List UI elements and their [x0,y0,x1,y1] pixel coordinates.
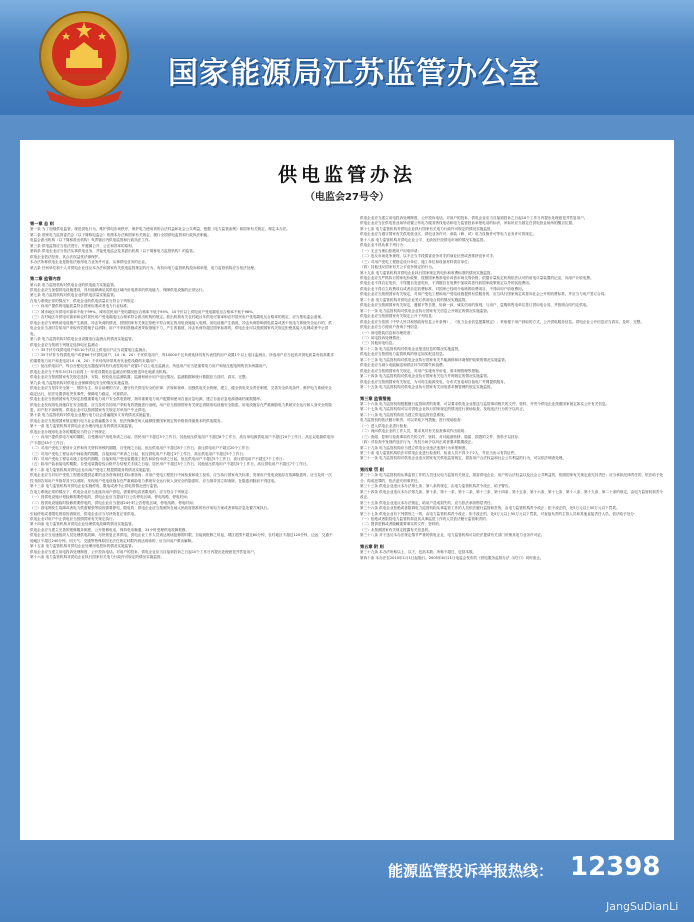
article-paragraph: 第十条 电力监管机构对供电企业履行电力社会普遍服务义务的情况实施监管。 [30,413,154,418]
article-paragraph: 第三十三条 供电企业违反本办法第七条、第八条的规定，由电力监管机构责令改正，给予警告。 [360,484,513,489]
article-paragraph: 第十八条 电力监管机构对供电企业公平、无歧视开放供电市场的情况实施监管。 [360,237,487,242]
article-paragraph: （三）其他用电信息。 [360,341,396,346]
article-paragraph: 第五条 任何单位和个人对供电企业违反本办法和国家有关供电监管规定的行为，有权向电力监管机构投诉和举报，电力监管机构应当依法处理。 [30,265,258,270]
article-paragraph: （三）低压供电用户，每百台配电变压器选择具有代表性的用户设置1个以上电压监测点，所选用户应当是重要电力用户和低压配电网的首末两端用户。 [30,364,270,369]
article-paragraph: （三）农村地区年供电可靠率和农村居民用户受电端电压合格率符合派出机构的规定。派出机构有关农村地区年供电可靠率和农村居民用户受电端电压合格率的规定，应当报电监会备案。 [30,315,325,320]
article-paragraph: 第十四条 电力监管机构对供电企业处理供电故障的情况实施监管。 [30,522,136,527]
article-paragraph: 供电企业应当建立完善的报修服务制度，公开报修电话，保持电话畅通，24小时受理供电故障报修。 [30,527,190,532]
article-paragraph: 第十五条 电力监管机构对供电企业处理用电投诉的情况实施监管。 [30,544,136,549]
article-paragraph: 供电企业应当坚持安全第一、预防为主、综合治理的方针，遵守有关供电安全的法律、法规和规章，加强供电安全管理，建立、健全供电安全责任制度，完善安全供电条件，维护电力系统安全稳定运行，依法处置供电突发事件，保障电力稳定、可靠供应。 [30,386,332,396]
article-paragraph: 第一条 为了加强供电监管，规范供电行为，维护供电市场秩序，保护电力使用者的合法权益和社会公共利益，根据《电力监管条例》和国家有关规定，制定本办法。 [30,227,290,232]
article-paragraph: 第二条 国家电力监管委员会（以下简称电监会）依照本办法和国家有关规定，履行全国供电监管和行政执法职能。 [30,232,211,237]
article-paragraph: 第二十三条 电力监管机构对供电企业执行国家有关节能减排和环境保护政策的情况实施监管。 [360,357,509,362]
article-paragraph: 供电企业发现用电设施存在安全隐患，应当及时告知用户采取有效措施进行治理。用户应当按照国家有关规定消除用电设施安全隐患。用电设施存在严重威胁电力系统安全运行和人身安全的隐患，用户拒不治理的，供电企业可以按照国家有关规定对该用户中止供电。 [30,402,332,412]
article-paragraph: 供电企业应当迅速组织人员处理供电故障，尽快恢复正常供电。供电企业工作人员到达现场抢修的时限，自接到报修之时起，城区范围不超过60分钟，农村地区不超过120分钟，边远、交通不便地区不超过240分钟。因天气、交通等特殊原因无法在规定时限内到达现场的，应当向用户做出解释。 [30,533,333,543]
article-paragraph: （四）对检查中发现的违法行为，有权当场予以纠正或者要求限期改正。 [360,440,475,445]
article-paragraph: 第七条 电力监管机构对供电企业的供电质量实施监管。 [30,293,118,298]
article-paragraph: 第三十四条 供电企业违反本办法第九条、第十条、第十一条、第十二条、第十三条、第十四条、第十五条、第十六条、第十七条、第十八条、第十九条、第二十条的规定，由电力监管机构责令改正。 [360,489,664,500]
article-paragraph: （二）城市地区年供电可靠率不低于99%，城市居民用户受电端电压合格率不低于95%，10千伏以上供电用户受电端电压合格率不低于98%； [30,309,257,314]
article-paragraph: 第二十八条 电力监管机构应当建立供电监管信息系统。 [360,412,448,417]
chapter-heading: 第三章 监管措施 [360,395,391,401]
article-paragraph: （一）进入供电企业进行检查； [360,423,411,428]
document-title: 供电监管办法 [277,164,416,186]
article-paragraph: 第三十六条 供电企业拒绝或者阻碍电力监管机构从事监管工作的人员依法履行监管职责的，由电力监管机构责令改正；拒不改正的，处5万元以上50万元以下罚款。 [360,506,620,511]
article-paragraph: 第二十四条 电力监管机构对供电企业执行国家有关电力并网规定的情况实施监管。 [360,374,491,379]
article-paragraph: （五）给用户装表接电的期限，自受电装置检验合格并办结相关手续之日起，居民用户不超过3个工作日，其他低压供电用户不超过5个工作日，高压供电用户不超过7个工作日。 [30,462,310,467]
article-paragraph: 供电企业对用户中止供电应当按照国家有关规定执行。 [30,517,117,522]
article-paragraph: 第二十五条 电力监管机构对供电企业执行国家有关用电需求侧管理的规定实施监管。 [360,385,495,390]
article-paragraph: （二）对用户受电工程设计文件和有关资料审核的期限，自受理之日起，低压供电用户不超过8个工作日，高压供电用户不超过20个工作日； [30,446,253,451]
article-paragraph: （三）未按照国家有关规定披露有关信息的。 [360,527,432,532]
article-paragraph: 在电力系统正常的情况下，供电企业应当连续向用户供电。需要停电或者限电的，应当符合下列规定： [30,489,192,494]
national-emblem-icon [36,8,132,108]
article-paragraph: （一）拒绝或者阻挠电力监管机构及其从事监管工作的人员依法履行监管职责的； [360,517,490,522]
article-paragraph: （二）询问供电企业的工作人员，要求其对有关检查事项作出说明； [360,429,468,434]
article-paragraph: 第三十二条 电力监管机构从事监管工作的人员违反电力监管有关规定，损害供电企业、用户的合法权益以及社会公共利益的，依照国家有关规定追究其责任；应当承担纪律责任的，依法给予处分；构成犯罪的，依法追究刑事责任。 [360,473,664,483]
article-paragraph: 供电企业不得自立收费项目或者自定收费标准，对国家已经明令取缔的收费项目，不得向用户收取费用。 [360,286,526,291]
article-paragraph: 第二十九条 电力监管机构应当建立供电企业违法违规行为举报制度。 [360,445,469,450]
hotline-number: 12398 [570,852,661,882]
article-paragraph: （一）用电报装信息和办理进度； [360,330,414,335]
left-text-column [30,216,335,836]
watermark-text: JangSuDianLi [606,900,679,913]
article-paragraph: （三）对用户受电工程启动中间检查的期限，自接到用户申请之日起，低压供电用户不超过3个工作日，高压供电用户不超过5个工作日； [30,451,247,456]
article-paragraph: 第二十二条 电力监管机构对供电企业报送信息的情况实施监管。 [360,346,462,351]
article-paragraph: 第十二条 电力监管机构对供电企业向用户受电工程提供服务的情况实施监管。 [30,467,154,472]
article-paragraph: 供电企业应当按照下列规定选择电压监测点： [30,342,102,347]
article-paragraph: 供电企业依法经营，其合法权益受法律保护。 [30,254,102,259]
article-paragraph: （一）向用户提供的电能质量符合国家标准或者电力行业标准； [30,304,131,309]
article-paragraph: 电力监管机构依法履行职责，可以采取下列措施，进行现场检查： [360,418,465,423]
article-paragraph: （二）35千伏非专线供电用户或者66千伏供电用户、10（6、20）千伏供电用户，每10000千瓦负荷选择具有代表性的用户设置1个以上电压监测点，所选用户应当包括对供电质量有较高要求的重要电力用户和变电站10（6、20）千伏母线所带具有代表性线路的末端用户； [30,353,334,363]
article-paragraph: 供电企业应当建立用电投诉处理制度，公开投诉电话。对用户的投诉，供电企业应当自接到投诉之日起10个工作日内提出处理意见并答复用户。 [30,549,258,554]
article-paragraph: 第三十五条 供电企业违反本办法规定，给用户造成损失的，应当依法承担赔偿责任。 [360,500,495,505]
article-paragraph: 第九条 电力监管机构对供电企业保障供电安全的情况实施监管。 [30,380,132,385]
article-paragraph: （三）查阅、复制与检查事项有关的文件、资料，对可能被转移、隐匿、损毁的文件、资料予以封存； [360,434,522,439]
article-paragraph: （一）无正当理由拒绝用户用电申请； [360,248,422,253]
chapter-heading: 第二章 监管内容 [30,276,61,282]
article-paragraph: 供电企业应当按照国家有关规定，为可再生能源发电、分布式发电和自备电厂并网提供服务。 [360,379,508,384]
article-paragraph: （一）因供电设施计划检修需要停电的，供电企业应当提前7日公告停电区域、停电线路、停电时间； [30,495,191,500]
article-paragraph: 第四十条 本办法自2010年1月1日起施行。2005年6月21日电监会发布的《供电服务监管办法（试行）》同时废止。 [360,555,544,560]
article-paragraph: （一）35千伏专线供电用户和110千伏以上供电用户应当设置电压监测点； [30,347,150,352]
article-paragraph: 供电企业应当按照国家有关规定加强重要电力用户安全供电管理，指导重要电力用户配置和使用自备应急电源，建立自备应急电源基础档案数据库。 [30,397,264,402]
article-paragraph: （四）其他违反国家有关公平竞争规定的行为。 [360,265,436,270]
article-paragraph: 第三十条 电力监管机构依法对供电企业进行检查时，检查人员不得少于2人，并应当出示有效证件。 [360,451,518,456]
article-paragraph: 第十七条 电力监管机构对供电企业执行国家有关电力行政许可规定的情况实施监管。 [360,226,495,231]
article-paragraph: 供电企业应当依照《中华人民共和国政府信息公开条例》、《电力企业信息披露规定》，采取便于用户获取的方式，公开供电服务信息。供电企业公开信息应当真实、及时、完整。 [360,319,644,324]
article-paragraph: 第二十条 电力监管机构对供电企业签订供用电合同的情况实施监管。 [360,297,469,302]
article-paragraph: 第四条 供电企业应当依法从事供电业务，并接受电监会及其派出机构（以下简称电力监管机构）的监管。 [30,249,197,254]
article-paragraph: （三）对用户受电工程指定设计单位、施工单位和设备材料供应单位； [360,259,472,264]
article-paragraph: 供电企业应当加强供电设施建设，具有能够满足其供电区域内用电需求的供电能力，保障供电设施的正常运行。 [30,287,207,292]
document-subtitle: （电监会27号令） [305,192,389,203]
article-paragraph: （二）用电投诉处理情况； [360,335,404,340]
article-paragraph: 第十三条 电力监管机构对供电企业实施停电、限电或者中止供电的情况进行监管。 [30,484,161,489]
article-paragraph: 第三十一条 电力监管机构对供电企业违反国家有关供电监管规定，损害用户合法权益和社会公共利益的行为，可以依法调查处理。 [360,456,566,461]
article-paragraph: 供电企业应当严格执行国家电价政策，按照国家核准电价或者市场交易价格，依据计量检定机构依法认可的用电计量装置的记录，向用户计收电费。 [360,275,594,280]
article-paragraph: 供电企业应当按照国家有关规定选择、安装、校验电压监测装置，监测和统计用户电压情况。监测数据和统计数据应当及时、真实、完整。 [30,375,250,380]
article-paragraph: （二）违反市场竞争规则，以不正当手段损害竞争对手的商业信誉或者排挤竞争对手； [360,254,497,259]
article-paragraph: 供电企业应当方便用户查询下列信息： [360,325,422,330]
article-paragraph: 第十六条 电力监管机构对供电企业执行国家有关电力行政许可规定的情况实施监管。 [30,555,165,560]
article-paragraph: 供电企业应当按照电力监管机构的规定如实报送信息。 [360,352,447,357]
article-paragraph: 第三条 供电监管应当依法进行，并遵循公开、公正和效率的原则。 [30,243,136,248]
header-banner [0,0,694,115]
footer-bar [0,840,694,922]
article-paragraph: 第三十七条 供电企业有下列情形之一的，由电力监管机构责令改正；拒不改正的，处5万元以上50万元以下罚款，对直接负责的主管人员和其他直接责任人员，依法给予处分： [360,511,638,516]
article-paragraph: 供电企业应当减少电能输送和供应环节的损失和浪费。 [360,363,447,368]
article-paragraph: （一）向用户提供供电方案的期限，自受理用户用电申请之日起，居民用户不超过3个工作日，其他低压供电用户不超过8个工作日，高压单电源供电用户不超过20个工作日，高压双电源供电用户不超过45个工作日； [30,435,334,445]
article-paragraph: 第十九条 电力监管机构对供电企业执行国家规定的电价和收费标准的情况实施监管。 [360,270,495,275]
article-paragraph: 供电企业不得从事下列行为： [360,243,407,248]
article-paragraph: 供电企业应当按照国家有关规定公开下列信息： [360,314,436,319]
article-paragraph: 供电企业应当按照国家规定履行电力社会普遍服务义务，依法保障任何人能够按照国家规定的价格获得最基本的供电服务。 [30,418,225,423]
article-paragraph: 供电企业应当遵守国家有关供电营业区、供电业务许可、承装（修、试）电力设施许可等电力业务许可的规定。 [360,232,537,237]
chapter-heading: 第四章 罚 则 [360,466,384,472]
article-paragraph: （三）因电网发生故障或者电力供需紧张等原因需要停电、限电的，供电企业应当按照所在地人民政府批准的有序用电方案或者事故应急处置方案执行。 [30,506,271,511]
article-paragraph: 供电企业应当按照国家有关规定，对用户实施有序用电、需求侧管理等措施。 [360,368,483,373]
right-text-column [360,216,665,836]
article-paragraph: 本办法所称供电企业是指依法取得电力业务许可证、从事供电业务的企业。 [30,260,149,265]
chapter-heading: 第一章 总 则 [30,221,54,226]
article-paragraph: （四）对用户受电工程启动竣工检验的期限，自接到用户受电装置竣工报告和检验申请之日起，低压供电用户不超过5个工作日，高压供电用户不超过7个工作日； [30,457,287,462]
article-paragraph: 供电企业应当于每年3月31日前将上一年度设置电压监测点的情况报送所在地派出机构。 [30,369,170,374]
article-paragraph: 引起停电或者限电的原因消除后，供电企业应当尽快恢复正常供电。 [30,511,138,516]
regulation-panel [20,140,674,840]
article-paragraph: 第六条 电力监管机构对供电企业的供电能力实施监管。 [30,282,118,287]
article-paragraph: 供电企业应当按照国家有关规定，对用户受电工程和用户受电设施提供有偿服务的，应当执行国家规定或者向社会公开的收费标准，并应当与用户签订合同。 [360,292,608,297]
article-paragraph: 供电企业应当审核用电设施产生谐波、冲击负荷的情况，按照国家有关规定拒绝不符合规定的用电设施接入电网。用电设施产生谐波、冲击负荷影响供电质量或者干扰电力系统安全运行的，供电企业应当及时告知用户采取有效措施予以消除；用户不采取措施或者采取措施不力，产生的谐波、冲击负荷仍超过国家标准的，供电企业可以按照国家有关规定拒绝其接入电网或者中止供电。 [30,320,332,336]
article-paragraph: 电监会派出机构（以下简称派出机构）负责辖区内供电监管和行政执法工作。 [30,238,153,243]
article-paragraph: 供电企业应当在供电营业场所设置公布电力服务热线电话和电力监管投诉举报电话的标识，该标识应当固定在供电营业场所的醒目位置。 [360,221,576,226]
chapter-heading: 第五章 附 则 [360,543,384,549]
article-paragraph: （二）因供电设施临时检修需要停电的，供电企业应当提前24小时公告停电区域、停电线路、停电时间； [30,500,197,505]
article-paragraph: 第二十一条 电力监管机构对供电企业执行国家有关信息公开规定的情况实施监管。 [360,308,491,313]
article-paragraph: 第二十七条 电力监管机构可以对供电企业执行国家规定的情况进行现场检查，发现违法行为的予以纠正。 [360,407,527,412]
article-paragraph: 供电企业应当建立用电投诉处理制度，公开投诉电话。对用户的投诉，供电企业应当自接到投诉之日起10个工作日内提出处理意见并答复用户。 [360,216,588,220]
article-paragraph: 供电企业办理用电业务的期限应当符合下列规定： [30,429,110,434]
article-paragraph: 第二十六条 电力监管机构根据履行监管职责的需要，可以要求供电企业报送与监管事项相关的文件、资料，并责令供电企业按照国家规定如实公开有关信息。 [360,401,610,406]
org-title: 国家能源局江苏监管办公室 [168,56,540,91]
article-paragraph: 第三十八条 对于违反本办法规定情节严重的供电企业，电力监管机构可以依法提请有关部门吊销其电力业务许可证。 [360,533,545,538]
article-paragraph: 供电企业应当按照国家有关规定，遵循平等自愿、协商一致、诚实信用的原则，与用户、趸购转售电单位签订供用电合同，并按照合同约定供电。 [360,303,590,308]
article-paragraph: 供电企业应当对用户受电工程建设提供必要的业务咨询和技术标准咨询；对用户受电工程进行中间检查和竣工检验，应当执行国家有关标准；发现用户受电设施存在故障隐患时，应当及时一次性书面告知用户并指导其予以消除；发现用户受电设施存在严重威胁电力系统安全运行和人身安全的隐患时，应当指导其立即消除，在隐患消除前不得送电。 [30,473,332,483]
article-paragraph: （二）提供虚假或者隐瞒重要事实的文件、资料的； [360,522,443,527]
hotline-label: 能源监管投诉举报热线： [388,862,554,880]
article-paragraph: 第八条 电力监管机构对供电企业设置电压监测点的情况实施监管。 [30,337,136,342]
article-paragraph: 供电企业不得自定电价，不得擅自变更电价，不得擅自在电费中加收或者代收国家政策规定以外的其他费用。 [360,281,533,286]
article-paragraph: 第十一条 电力监管机构对供电企业办理用电业务的情况实施监管。 [30,424,136,429]
article-paragraph: 第三十九条 本办法所称以上、以下，包括本数；所称不超过，包括本数。 [360,550,477,555]
article-paragraph: 在电力系统正常的情况下，供电企业的供电质量应当符合下列规定： [30,298,138,303]
